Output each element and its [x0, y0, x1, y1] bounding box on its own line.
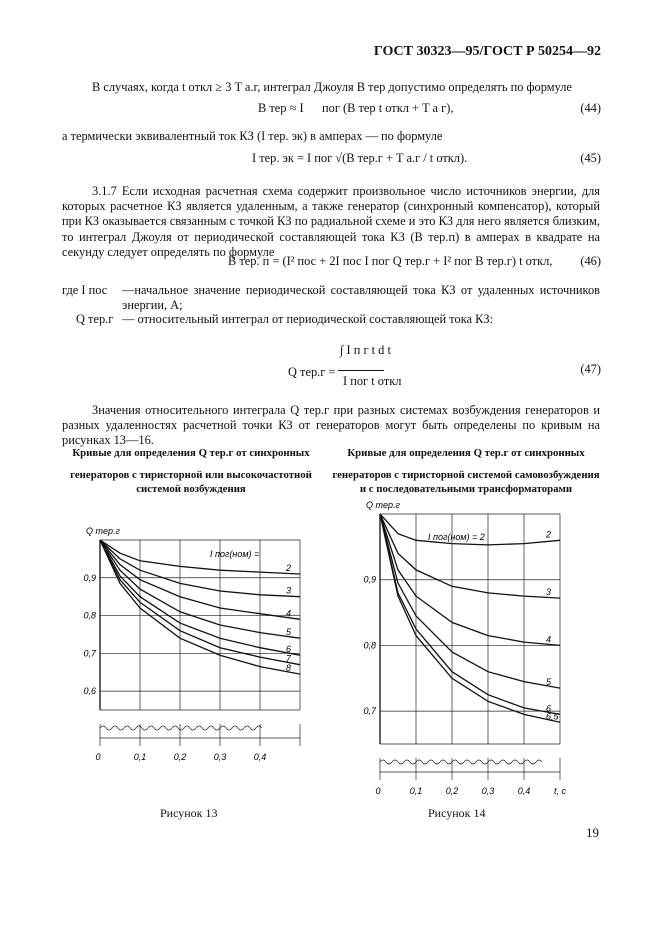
series-label-4: 4 — [286, 608, 292, 619]
figure-13-title-line-1: Кривые для определения Q тер.г от синхронных — [72, 447, 310, 459]
definition-2-text: — относительный интеграл от периодической составляющей тока КЗ: — [122, 312, 494, 326]
legend-label: I пог(ном) = — [210, 549, 260, 559]
equation-number-44: (44) — [580, 101, 601, 115]
definition-1-text: —начальное значение периодической составляющей тока КЗ от удаленных источников энергии, А; — [122, 283, 600, 313]
formula-47-lhs: Q тер.г = — [288, 365, 336, 379]
page-header: ГОСТ 30323—95/ГОСТ Р 50254—92 — [373, 44, 601, 59]
series-label-7: 7 — [286, 653, 292, 664]
equation-number-46: (46) — [580, 254, 601, 268]
figure-14-title-line-1: Кривые для определения Q тер.г от синхронных — [347, 447, 585, 459]
y-tick-label: 0,7 — [83, 648, 96, 659]
figure-13-title-line-3: системой возбуждения — [136, 483, 246, 495]
y-tick-label: 0,9 — [83, 572, 96, 583]
series-line-2 — [100, 540, 300, 574]
x-tick-label: t, c — [553, 786, 567, 796]
paragraph-1: В случаях, когда t откл ≥ 3 T а.г, интеграл Джоуля B тер допустимо определять по формуле — [92, 80, 572, 94]
series-label-6-5: 6,5 — [546, 711, 559, 722]
x-tick-label: 0,4 — [517, 786, 531, 796]
equation-number-45: (45) — [580, 151, 601, 165]
definition-1-term: где I пос — [62, 283, 108, 297]
formula-45: I тер. эк = I пог √(B тер.г + T а.г / t откл). — [252, 151, 468, 165]
page-number: 19 — [586, 825, 599, 840]
series-label-6: 6 — [546, 703, 552, 714]
figure-13-chart — [60, 510, 310, 780]
fraction-bar — [338, 370, 384, 371]
x-tick-label: 0 — [95, 752, 101, 762]
series-label-5: 5 — [546, 677, 552, 688]
y-tick-label: 0,9 — [363, 574, 376, 585]
paragraph-3: 3.1.7 Если исходная расчетная схема содержит произвольное число источников энергии, для которых расчетное КЗ является удаленным, а также генератор (синхронный компенсатор), который при КЗ оказывается связанным с точкой КЗ по радиальной схеме и это КЗ для него является близким, то интеграл Джоуля от периодической составляющей тока КЗ (B тер.п) в амперах в квадрате на секунду следует определять по формуле — [62, 184, 600, 259]
series-line-5 — [100, 540, 300, 638]
formula-44: B тер ≈ I — [258, 101, 304, 115]
axis-break-mark — [100, 726, 262, 730]
figure-13-title — [66, 446, 316, 496]
y-tick-label: 0,8 — [363, 640, 376, 651]
series-label-2: 2 — [546, 529, 552, 540]
x-tick-label: 0,2 — [445, 786, 459, 796]
paragraph-2: а термически эквивалентный ток КЗ (I тер. эк) в амперах — по формуле — [62, 129, 443, 143]
formula-47-denominator: I пог t откл — [343, 374, 402, 388]
x-tick-label: 0,2 — [173, 752, 187, 762]
figure-14-title-line-2: генераторов с тиристорной системой самовозбуждения — [332, 469, 600, 481]
definition-2-term: Q тер.г — [76, 312, 114, 326]
figure-14-title — [326, 446, 606, 496]
paragraph-4: Значения относительного интеграла Q тер.г при разных системах возбуждения генераторов и разных удаленностях расчетной точки КЗ от генераторов могут быть определены по кривым на рисунках 13—16. — [62, 403, 600, 448]
series-label-8: 8 — [286, 663, 292, 674]
legend-label: I пог(ном) = 2 — [428, 532, 485, 542]
y-tick-label: 0,6 — [83, 686, 96, 697]
figure-14-title-line-3: и с последовательными трансформаторами — [359, 483, 573, 495]
x-tick-label: 0,3 — [213, 752, 227, 762]
x-tick-label: 0,1 — [133, 752, 147, 762]
x-tick-label: 0,1 — [409, 786, 423, 796]
axis-break-mark — [380, 760, 542, 764]
figure-13-title-line-2: генераторов с тиристорной или высокочастотной — [70, 469, 312, 481]
x-tick-label: 0,4 — [253, 752, 267, 762]
series-label-2: 2 — [286, 563, 292, 573]
series-label-5: 5 — [286, 627, 292, 638]
series-label-3: 3 — [286, 585, 292, 596]
formula-47-numerator: ∫ I п г t d t — [340, 343, 391, 357]
figure-13-caption: Рисунок 13 — [160, 806, 218, 820]
series-label-3: 3 — [546, 587, 552, 598]
series-label-4: 4 — [546, 634, 552, 645]
series-label-6: 6 — [286, 644, 292, 655]
equation-number-47: (47) — [580, 362, 601, 376]
figure-14-caption: Рисунок 14 — [428, 806, 486, 820]
series-line-8 — [100, 540, 300, 674]
y-axis-label: Q тер.г — [366, 500, 400, 510]
figure-14-chart — [330, 500, 580, 810]
x-tick-label: 0 — [375, 786, 381, 796]
formula-46: B тер. п = (I² пос + 2I пос I пог Q тер.г + I² пог B тер.г) t откл, — [228, 254, 553, 268]
y-tick-label: 0,7 — [363, 706, 376, 717]
series-line-6-5 — [380, 514, 560, 722]
x-tick-label: 0,3 — [481, 786, 495, 796]
formula-44-rhs: пог (B тер t откл + T а г), — [322, 101, 454, 115]
y-axis-label: Q тер.г — [86, 526, 120, 536]
y-tick-label: 0,8 — [83, 610, 96, 621]
series-line-3 — [380, 514, 560, 598]
